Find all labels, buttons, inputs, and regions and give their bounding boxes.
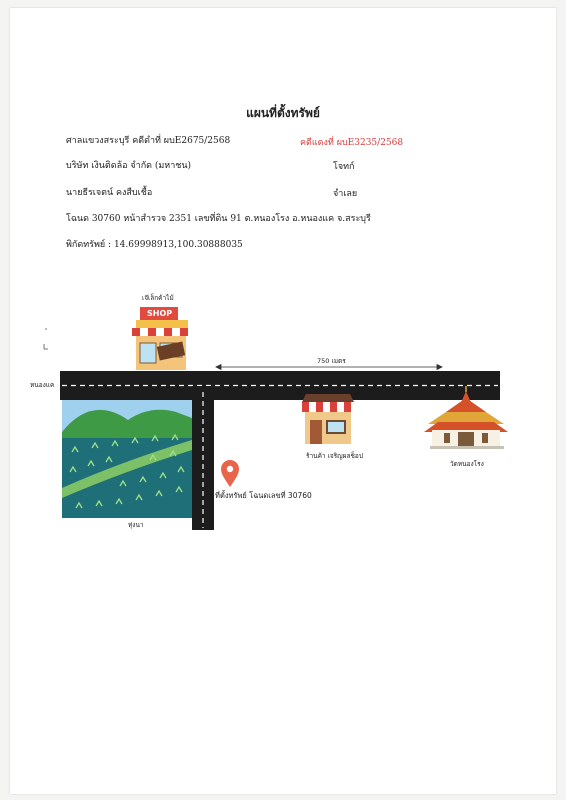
margin-marks — [44, 329, 48, 349]
defendant-role: จำเลย — [333, 189, 358, 199]
property-location-label: ที่ตั้งทรัพย์ โฉนดเลขที่ 30760 — [215, 491, 312, 500]
coordinates-line: พิกัดทรัพย์ : 14.69998913,100.30888035 — [66, 240, 243, 250]
red-case-line: คดีแดงที่ ผบE3235/2568 — [300, 138, 404, 148]
distance-label: 750 เมตร — [317, 357, 346, 365]
paddy-label: ทุ่งนา — [128, 521, 144, 529]
road-left-label: หนองแค — [30, 381, 55, 389]
temple-label: วัดหนองโรง — [450, 460, 484, 468]
rice-field-icon — [62, 398, 192, 518]
store-icon — [302, 394, 354, 444]
shop-sign-label: SHOP — [147, 309, 173, 318]
plaintiff-role: โจทก์ — [333, 162, 355, 172]
court-case-line: ศาลแขวงสระบุรี คดีดำที่ ผบE2675/2568 — [66, 136, 231, 146]
plaintiff-name: บริษัท เงินติดล้อ จำกัด (มหาชน) — [66, 161, 192, 171]
store-label: ร้านค้า เจริญผลช็อป — [306, 452, 363, 460]
side-road — [192, 386, 214, 530]
deed-line: โฉนด 30760 หน้าสำรวจ 2351 เลขที่ดิน 91 ต.หนองโรง อ.หนองแค จ.สระบุรี — [66, 214, 371, 224]
defendant-name: นายธีรเจตน์ คงสืบเชื้อ — [66, 188, 153, 198]
main-road — [60, 371, 500, 400]
shop-name-label: เจ๊เล็กค้าไม้ — [142, 294, 174, 302]
location-pin-icon — [221, 460, 239, 487]
document-title: แผนที่ตั้งทรัพย์ — [246, 106, 320, 120]
